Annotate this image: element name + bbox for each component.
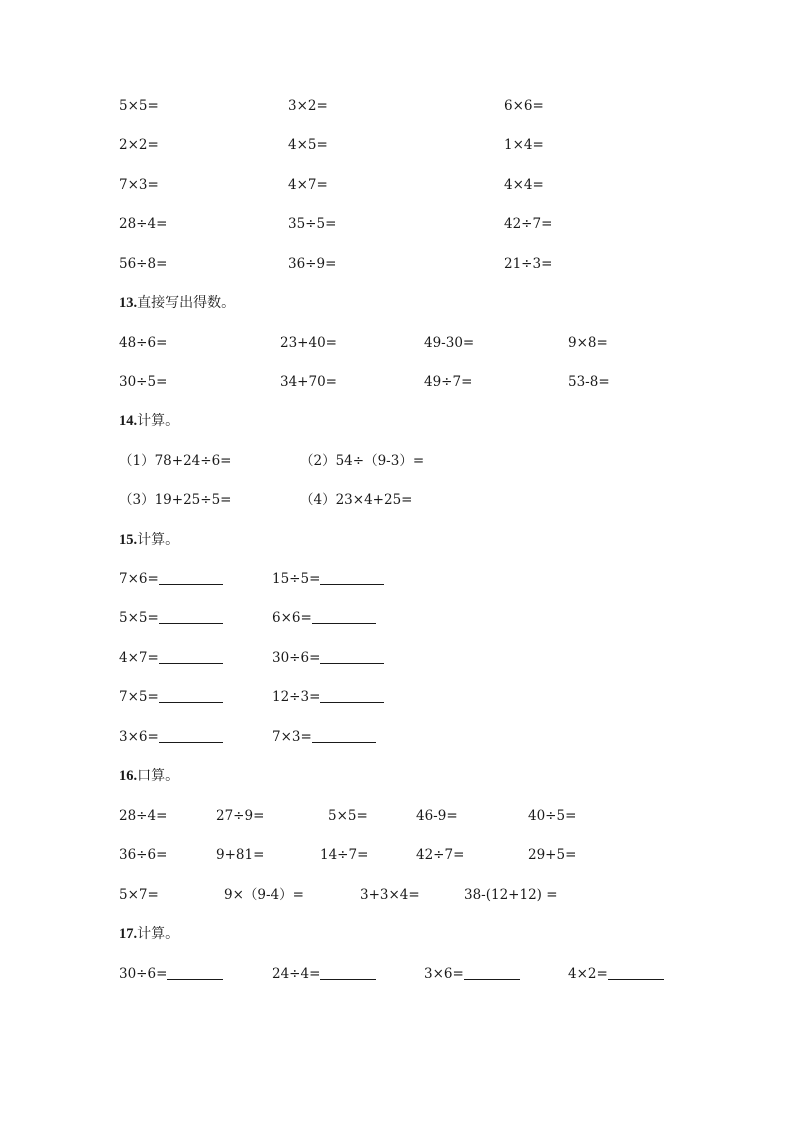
answer-blank[interactable] bbox=[159, 728, 223, 743]
q15-expr: 7×6= bbox=[119, 571, 159, 587]
q14-item: （4）23×4+25= bbox=[300, 492, 413, 508]
q15-item bbox=[272, 569, 384, 589]
q14-row-1 bbox=[0, 451, 793, 473]
q17-item bbox=[119, 964, 223, 984]
q12-item: 2×2= bbox=[119, 137, 159, 153]
q13-row-1 bbox=[0, 333, 793, 355]
q17-item bbox=[272, 964, 376, 984]
question-number: 14. bbox=[119, 413, 138, 429]
q16-row-2 bbox=[0, 845, 793, 867]
q12-item: 56÷8= bbox=[119, 256, 168, 272]
q14-row-2 bbox=[0, 490, 793, 512]
q12-item: 3×2= bbox=[288, 98, 328, 114]
answer-blank[interactable] bbox=[312, 728, 376, 743]
q12-item: 4×7= bbox=[288, 177, 328, 193]
answer-blank[interactable] bbox=[320, 649, 384, 664]
question-number: 16. bbox=[119, 768, 138, 784]
q15-item bbox=[272, 608, 376, 628]
q12-item: 36÷9= bbox=[288, 256, 337, 272]
q15-item bbox=[119, 727, 223, 747]
q15-expr: 6×6= bbox=[272, 610, 312, 626]
q12-item: 28÷4= bbox=[119, 216, 168, 232]
q17-expr: 3×6= bbox=[424, 966, 464, 982]
q15-item bbox=[119, 648, 223, 668]
q14-heading bbox=[119, 410, 179, 432]
q15-row-3 bbox=[0, 648, 793, 670]
question-title: 直接写出得数。 bbox=[137, 295, 236, 311]
q15-item bbox=[272, 648, 384, 668]
q17-heading bbox=[119, 923, 179, 945]
q16-item: 5×7= bbox=[119, 887, 159, 903]
q12-item: 4×4= bbox=[504, 177, 544, 193]
q16-item: 28÷4= bbox=[119, 808, 168, 824]
q16-item: 42÷7= bbox=[416, 847, 465, 863]
q12-item: 21÷3= bbox=[504, 256, 553, 272]
answer-blank[interactable] bbox=[159, 609, 223, 624]
q13-item: 9×8= bbox=[568, 335, 608, 351]
q12-item: 1×4= bbox=[504, 137, 544, 153]
answer-blank[interactable] bbox=[312, 609, 376, 624]
answer-blank[interactable] bbox=[159, 649, 223, 664]
question-number: 15. bbox=[119, 532, 138, 548]
q17-item bbox=[424, 964, 520, 984]
q16-item: 14÷7= bbox=[320, 847, 369, 863]
q16-item: 40÷5= bbox=[528, 808, 577, 824]
q13-item: 48÷6= bbox=[119, 335, 168, 351]
answer-blank[interactable] bbox=[159, 570, 223, 585]
question-title: 计算。 bbox=[137, 532, 180, 548]
q17-item bbox=[568, 964, 664, 984]
q12-item: 5×5= bbox=[119, 98, 159, 114]
q17-expr: 24÷4= bbox=[272, 966, 321, 982]
q16-heading bbox=[119, 765, 179, 787]
q15-expr: 3×6= bbox=[119, 729, 159, 745]
q16-row-3 bbox=[0, 885, 793, 907]
answer-blank[interactable] bbox=[320, 965, 376, 980]
q17-expr: 4×2= bbox=[568, 966, 608, 982]
answer-blank[interactable] bbox=[464, 965, 520, 980]
q16-item: 29+5= bbox=[528, 847, 577, 863]
q14-item: （3）19+25÷5= bbox=[119, 492, 232, 508]
answer-blank[interactable] bbox=[159, 688, 223, 703]
q15-expr: 15÷5= bbox=[272, 571, 321, 587]
q13-item: 49-30= bbox=[424, 335, 475, 351]
q12-item: 7×3= bbox=[119, 177, 159, 193]
q17-row-1 bbox=[0, 964, 793, 986]
q12-row-4 bbox=[0, 214, 793, 236]
q16-item: 5×5= bbox=[328, 808, 368, 824]
q15-row-1 bbox=[0, 569, 793, 591]
q13-item: 53-8= bbox=[568, 374, 610, 390]
q13-item: 49÷7= bbox=[424, 374, 473, 390]
q12-item: 35÷5= bbox=[288, 216, 337, 232]
q12-row-1 bbox=[0, 96, 793, 118]
q14-item: （1）78+24÷6= bbox=[119, 453, 232, 469]
q13-item: 30÷5= bbox=[119, 374, 168, 390]
question-title: 计算。 bbox=[137, 926, 180, 942]
q15-expr: 4×7= bbox=[119, 650, 159, 666]
q16-item: 9+81= bbox=[216, 847, 265, 863]
q15-item bbox=[272, 727, 376, 747]
answer-blank[interactable] bbox=[167, 965, 223, 980]
q15-row-5 bbox=[0, 727, 793, 749]
q15-expr: 30÷6= bbox=[272, 650, 321, 666]
q15-item bbox=[272, 687, 384, 707]
q13-row-2 bbox=[0, 372, 793, 394]
answer-blank[interactable] bbox=[320, 570, 384, 585]
question-title: 口算。 bbox=[137, 768, 180, 784]
answer-blank[interactable] bbox=[608, 965, 664, 980]
question-number: 13. bbox=[119, 295, 138, 311]
question-number: 17. bbox=[119, 926, 138, 942]
q14-item: （2）54÷（9-3）= bbox=[300, 453, 425, 469]
q16-item: 38-(12+12) = bbox=[464, 887, 558, 903]
q15-item bbox=[119, 608, 223, 628]
q15-expr: 12÷3= bbox=[272, 689, 321, 705]
q12-row-2 bbox=[0, 135, 793, 157]
q16-item: 9×（9-4）= bbox=[224, 887, 304, 903]
q12-row-3 bbox=[0, 175, 793, 197]
q12-item: 6×6= bbox=[504, 98, 544, 114]
question-title: 计算。 bbox=[137, 413, 180, 429]
q15-row-4 bbox=[0, 687, 793, 709]
q16-item: 36÷6= bbox=[119, 847, 168, 863]
q15-expr: 7×5= bbox=[119, 689, 159, 705]
q15-heading bbox=[119, 529, 179, 551]
q15-expr: 7×3= bbox=[272, 729, 312, 745]
q12-item: 4×5= bbox=[288, 137, 328, 153]
q15-item bbox=[119, 569, 223, 589]
q12-row-5 bbox=[0, 254, 793, 276]
q16-row-1 bbox=[0, 806, 793, 828]
q13-heading bbox=[119, 292, 235, 314]
q15-item bbox=[119, 687, 223, 707]
q13-item: 23+40= bbox=[280, 335, 337, 351]
q12-item: 42÷7= bbox=[504, 216, 553, 232]
q15-expr: 5×5= bbox=[119, 610, 159, 626]
q15-row-2 bbox=[0, 608, 793, 630]
q17-expr: 30÷6= bbox=[119, 966, 168, 982]
q16-item: 46-9= bbox=[416, 808, 458, 824]
q16-item: 3+3×4= bbox=[360, 887, 420, 903]
q13-item: 34+70= bbox=[280, 374, 337, 390]
answer-blank[interactable] bbox=[320, 688, 384, 703]
q16-item: 27÷9= bbox=[216, 808, 265, 824]
